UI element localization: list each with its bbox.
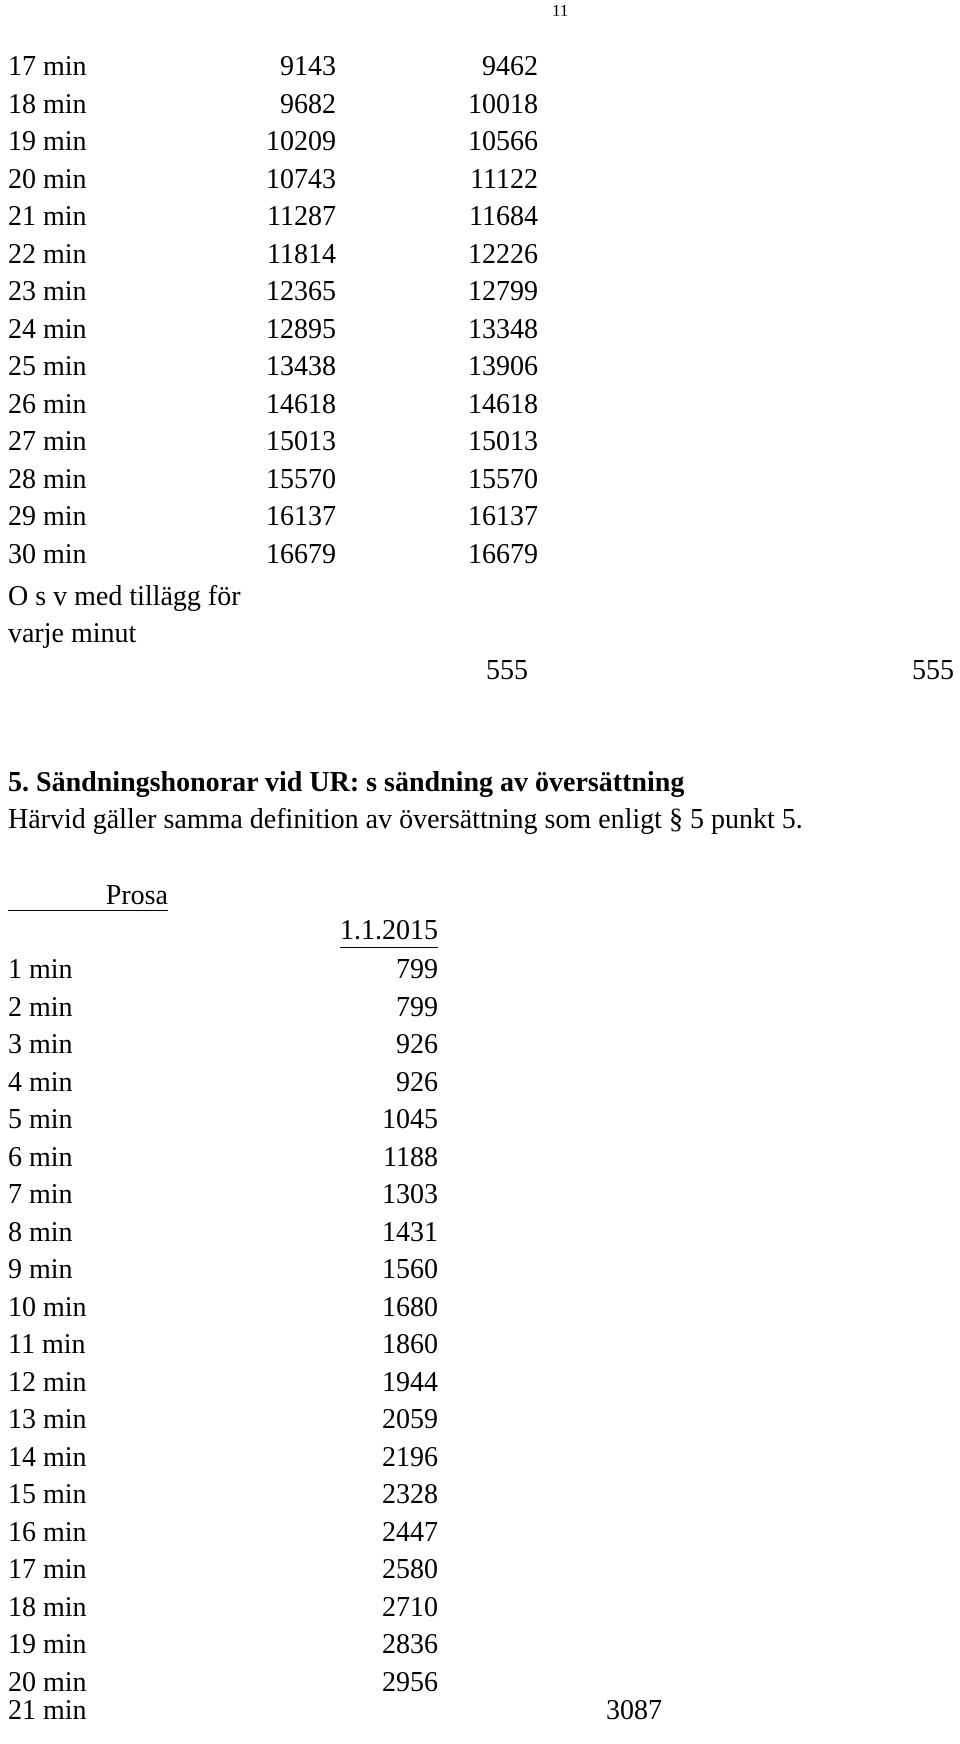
row-value: 1860 [382, 1329, 438, 1360]
row-value: 1045 [382, 1104, 438, 1135]
column-header [8, 914, 438, 951]
extra-value-2: 555 [912, 655, 954, 686]
row-value: 799 [396, 954, 438, 985]
row-label: 18 min [8, 88, 87, 120]
table-row [8, 1476, 448, 1513]
row-value-1: 13438 [266, 351, 336, 382]
row-label: 6 min [8, 1141, 73, 1173]
table-row [8, 386, 548, 423]
row-value-1: 9682 [280, 88, 336, 120]
row-value-2: 16137 [468, 501, 538, 532]
row-value-1: 11814 [267, 238, 336, 270]
row-label: 4 min [8, 1066, 73, 1098]
row-value-1: 12365 [266, 276, 336, 307]
row-value-1: 11287 [267, 201, 336, 232]
row-label: 17 min [8, 1554, 87, 1585]
table-row [8, 236, 548, 273]
row-value: 1188 [383, 1141, 438, 1173]
row-label: 20 min [8, 1666, 87, 1698]
row-label: 5 min [8, 1104, 73, 1135]
section-5-description: Härvid gäller samma definition av översättning som enligt § 5 punkt 5. [8, 804, 803, 835]
row-value-2: 12226 [468, 238, 538, 270]
row-value-1: 15570 [266, 463, 336, 495]
row-value-2: 15013 [468, 426, 538, 457]
table-row [8, 1551, 448, 1588]
extra-value-1: 555 [486, 655, 528, 686]
row-value-2: 10566 [468, 126, 538, 157]
row-label: 19 min [8, 1629, 87, 1660]
row-value: 1680 [382, 1291, 438, 1323]
row-value-2: 15570 [468, 463, 538, 495]
table-row [8, 348, 548, 385]
table-row [8, 461, 548, 498]
page-number: 11 [552, 1, 569, 20]
table-row [8, 423, 548, 460]
table-row [8, 311, 548, 348]
row-value: 2580 [382, 1554, 438, 1585]
table-row [8, 161, 548, 198]
row-label: 2 min [8, 991, 73, 1023]
table-row [8, 536, 548, 573]
section-5-heading: 5. Sändningshonorar vid UR: s sändning av översättning [8, 767, 685, 798]
row-label: 21 min [8, 201, 87, 232]
table-row [8, 1139, 448, 1176]
table-row [8, 1214, 448, 1251]
table-row [8, 1626, 448, 1663]
table-row [8, 123, 548, 160]
table-row [8, 1026, 448, 1063]
row-value-2: 16679 [468, 538, 538, 570]
row-label: 28 min [8, 463, 87, 495]
table-row [8, 1101, 448, 1138]
category-text: Prosa [105, 880, 168, 911]
row-value-1: 15013 [266, 426, 336, 457]
row-value-2: 13906 [468, 351, 538, 382]
table-row [8, 1439, 448, 1476]
last-row-label: 21 min [8, 1695, 87, 1726]
row-value: 1431 [382, 1216, 438, 1248]
row-value: 2196 [382, 1441, 438, 1473]
row-value-2: 13348 [468, 313, 538, 345]
row-label: 12 min [8, 1366, 87, 1398]
table-row [8, 273, 548, 310]
row-label: 9 min [8, 1254, 73, 1285]
row-label: 3 min [8, 1029, 73, 1060]
row-label: 25 min [8, 351, 87, 382]
row-value: 1560 [382, 1254, 438, 1285]
row-value: 2328 [382, 1479, 438, 1510]
table-row [8, 1401, 448, 1438]
row-value: 2710 [382, 1591, 438, 1623]
row-label: 19 min [8, 126, 87, 157]
table-row [8, 1176, 448, 1213]
row-value-2: 11122 [470, 163, 538, 195]
table-row [8, 951, 448, 988]
row-label: 14 min [8, 1441, 87, 1473]
date-header-text: 1.1.2015 [340, 915, 438, 946]
row-value: 1944 [382, 1366, 438, 1398]
extra-label-line-1: O s v med tillägg för [8, 581, 241, 612]
category-label [8, 877, 168, 914]
row-value-2: 10018 [468, 88, 538, 120]
extra-label-line-2: varje minut [8, 618, 137, 649]
row-value: 926 [396, 1029, 438, 1060]
row-value-2: 14618 [468, 388, 538, 420]
row-label: 20 min [8, 163, 87, 195]
row-label: 27 min [8, 426, 87, 457]
table-row [8, 198, 548, 235]
row-label: 18 min [8, 1591, 87, 1623]
row-label: 11 min [8, 1329, 86, 1360]
row-value-2: 11684 [469, 201, 538, 232]
row-value-1: 16137 [266, 501, 336, 532]
table-row [8, 48, 548, 85]
row-label: 7 min [8, 1179, 73, 1210]
table-row [8, 989, 448, 1026]
table-row [8, 1289, 448, 1326]
table-row [8, 1251, 448, 1288]
row-label: 16 min [8, 1516, 87, 1548]
row-value-2: 12799 [468, 276, 538, 307]
table-row [8, 1364, 448, 1401]
row-label: 13 min [8, 1404, 87, 1435]
row-value-1: 10743 [266, 163, 336, 195]
table-row [8, 1326, 448, 1363]
row-value: 2956 [382, 1666, 438, 1698]
row-value: 1303 [382, 1179, 438, 1210]
row-value: 799 [396, 991, 438, 1023]
row-label: 29 min [8, 501, 87, 532]
row-value-1: 16679 [266, 538, 336, 570]
table-row [8, 86, 548, 123]
last-row-value: 3087 [606, 1695, 662, 1726]
row-label: 8 min [8, 1216, 73, 1248]
row-label: 1 min [8, 954, 73, 985]
row-value: 926 [396, 1066, 438, 1098]
table-row [8, 1589, 448, 1626]
row-label: 24 min [8, 313, 87, 345]
row-label: 15 min [8, 1479, 87, 1510]
table-row [8, 1064, 448, 1101]
row-label: 23 min [8, 276, 87, 307]
row-value-1: 10209 [266, 126, 336, 157]
row-label: 17 min [8, 51, 87, 82]
row-value: 2836 [382, 1629, 438, 1660]
row-value-1: 12895 [266, 313, 336, 345]
row-value-1: 14618 [266, 388, 336, 420]
table-row [8, 498, 548, 535]
row-value: 2447 [382, 1516, 438, 1548]
table-row [8, 1514, 448, 1551]
row-label: 30 min [8, 538, 87, 570]
row-label: 10 min [8, 1291, 87, 1323]
row-value-1: 9143 [280, 51, 336, 82]
row-label: 26 min [8, 388, 87, 420]
row-value-2: 9462 [482, 51, 538, 82]
row-label: 22 min [8, 238, 87, 270]
row-value: 2059 [382, 1404, 438, 1435]
